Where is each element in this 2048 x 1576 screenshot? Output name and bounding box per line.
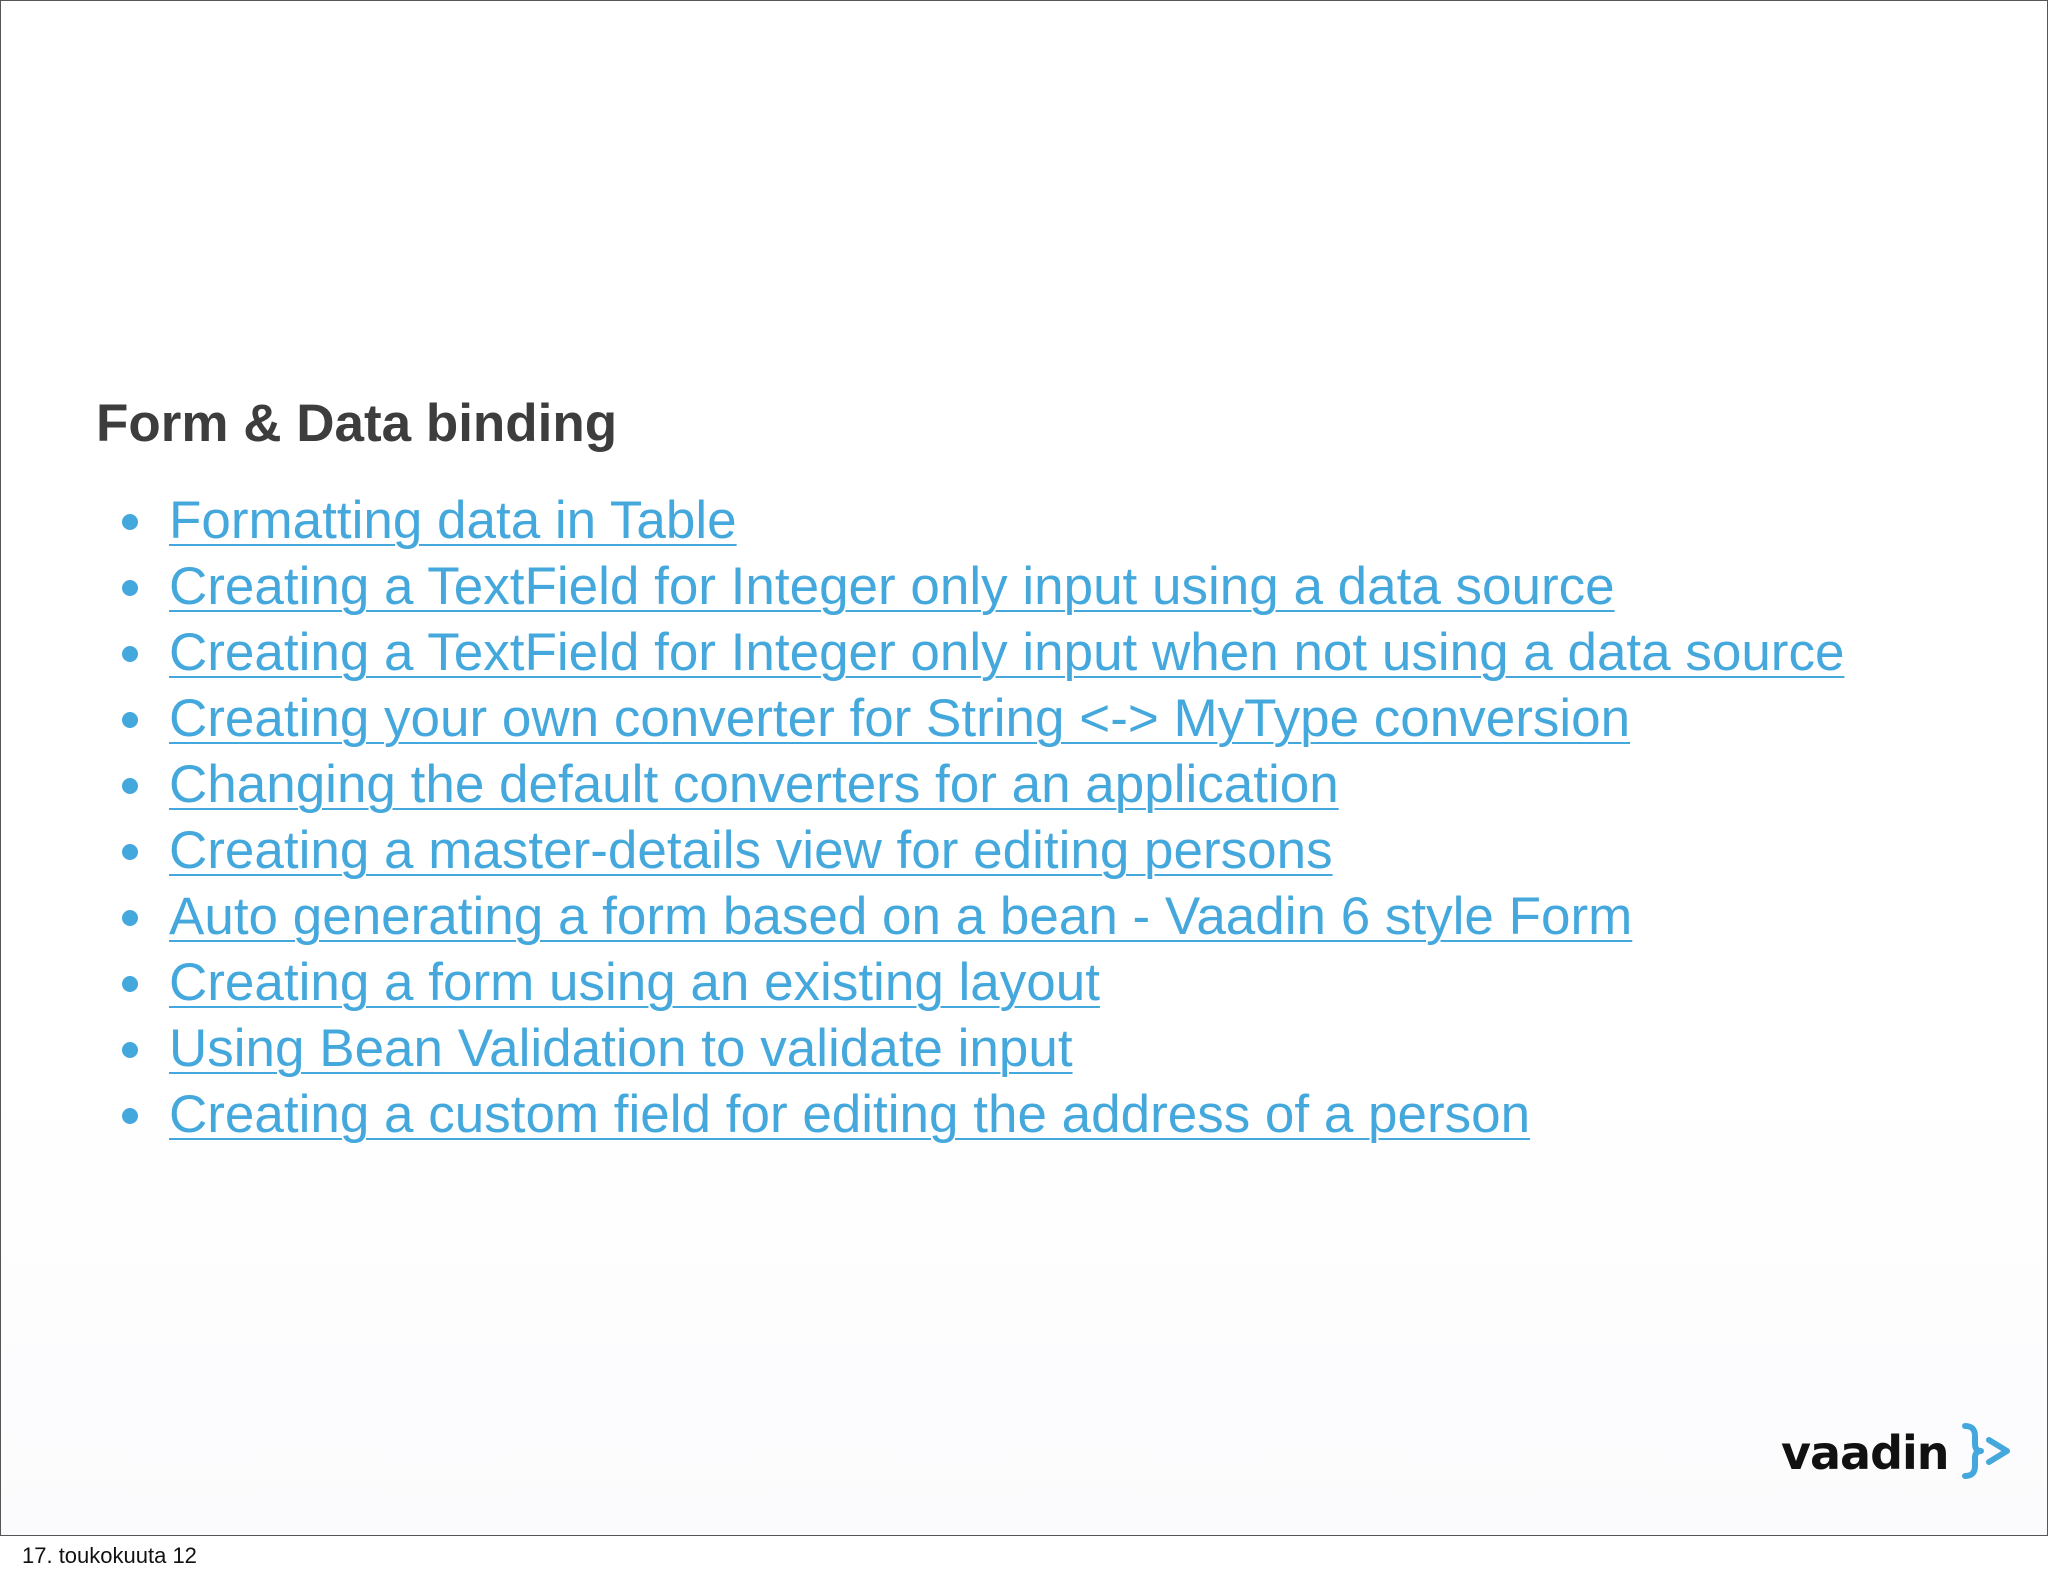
vaadin-brackets-icon bbox=[1959, 1422, 2015, 1485]
vaadin-logo bbox=[1781, 1423, 2015, 1483]
list-item bbox=[116, 620, 1844, 686]
link-textfield-integer-data-source[interactable]: Creating a TextField for Integer only input using a data source bbox=[169, 557, 1615, 616]
bullet-icon bbox=[122, 844, 138, 860]
bullet-icon bbox=[122, 514, 138, 530]
bullet-icon bbox=[122, 976, 138, 992]
link-form-existing-layout[interactable]: Creating a form using an existing layout bbox=[169, 953, 1100, 1012]
bullet-icon bbox=[122, 778, 138, 794]
logo-text: vaadin bbox=[1781, 1426, 1949, 1480]
link-auto-generating-form[interactable]: Auto generating a form based on a bean - Vaadin 6 style Form bbox=[169, 887, 1633, 946]
list-item bbox=[116, 1082, 1844, 1148]
bullet-icon bbox=[122, 580, 138, 596]
link-bean-validation[interactable]: Using Bean Validation to validate input bbox=[169, 1019, 1073, 1078]
bullet-icon bbox=[122, 646, 138, 662]
link-own-converter[interactable]: Creating your own converter for String <-> MyType conversion bbox=[169, 689, 1631, 748]
bullet-icon bbox=[122, 1108, 138, 1124]
link-textfield-integer-no-data-source[interactable]: Creating a TextField for Integer only input when not using a data source bbox=[169, 623, 1845, 682]
link-default-converters[interactable]: Changing the default converters for an application bbox=[169, 755, 1339, 814]
bullet-icon bbox=[122, 910, 138, 926]
list-item bbox=[116, 950, 1844, 1016]
link-formatting-data-in-table[interactable]: Formatting data in Table bbox=[169, 491, 737, 550]
footer-date: 17. toukokuuta 12 bbox=[22, 1543, 197, 1568]
list-item bbox=[116, 884, 1844, 950]
list-item bbox=[116, 686, 1844, 752]
slide-title: Form & Data binding bbox=[96, 394, 618, 453]
list-item bbox=[116, 1016, 1844, 1082]
list-item bbox=[116, 818, 1844, 884]
list-item bbox=[116, 488, 1844, 554]
bullet-icon bbox=[122, 712, 138, 728]
link-master-details-view[interactable]: Creating a master-details view for editing persons bbox=[169, 821, 1333, 880]
list-item bbox=[116, 752, 1844, 818]
link-custom-field-address[interactable]: Creating a custom field for editing the address of a person bbox=[169, 1085, 1531, 1144]
list-item bbox=[116, 554, 1844, 620]
bullet-icon bbox=[122, 1042, 138, 1058]
link-list bbox=[116, 488, 1844, 1148]
